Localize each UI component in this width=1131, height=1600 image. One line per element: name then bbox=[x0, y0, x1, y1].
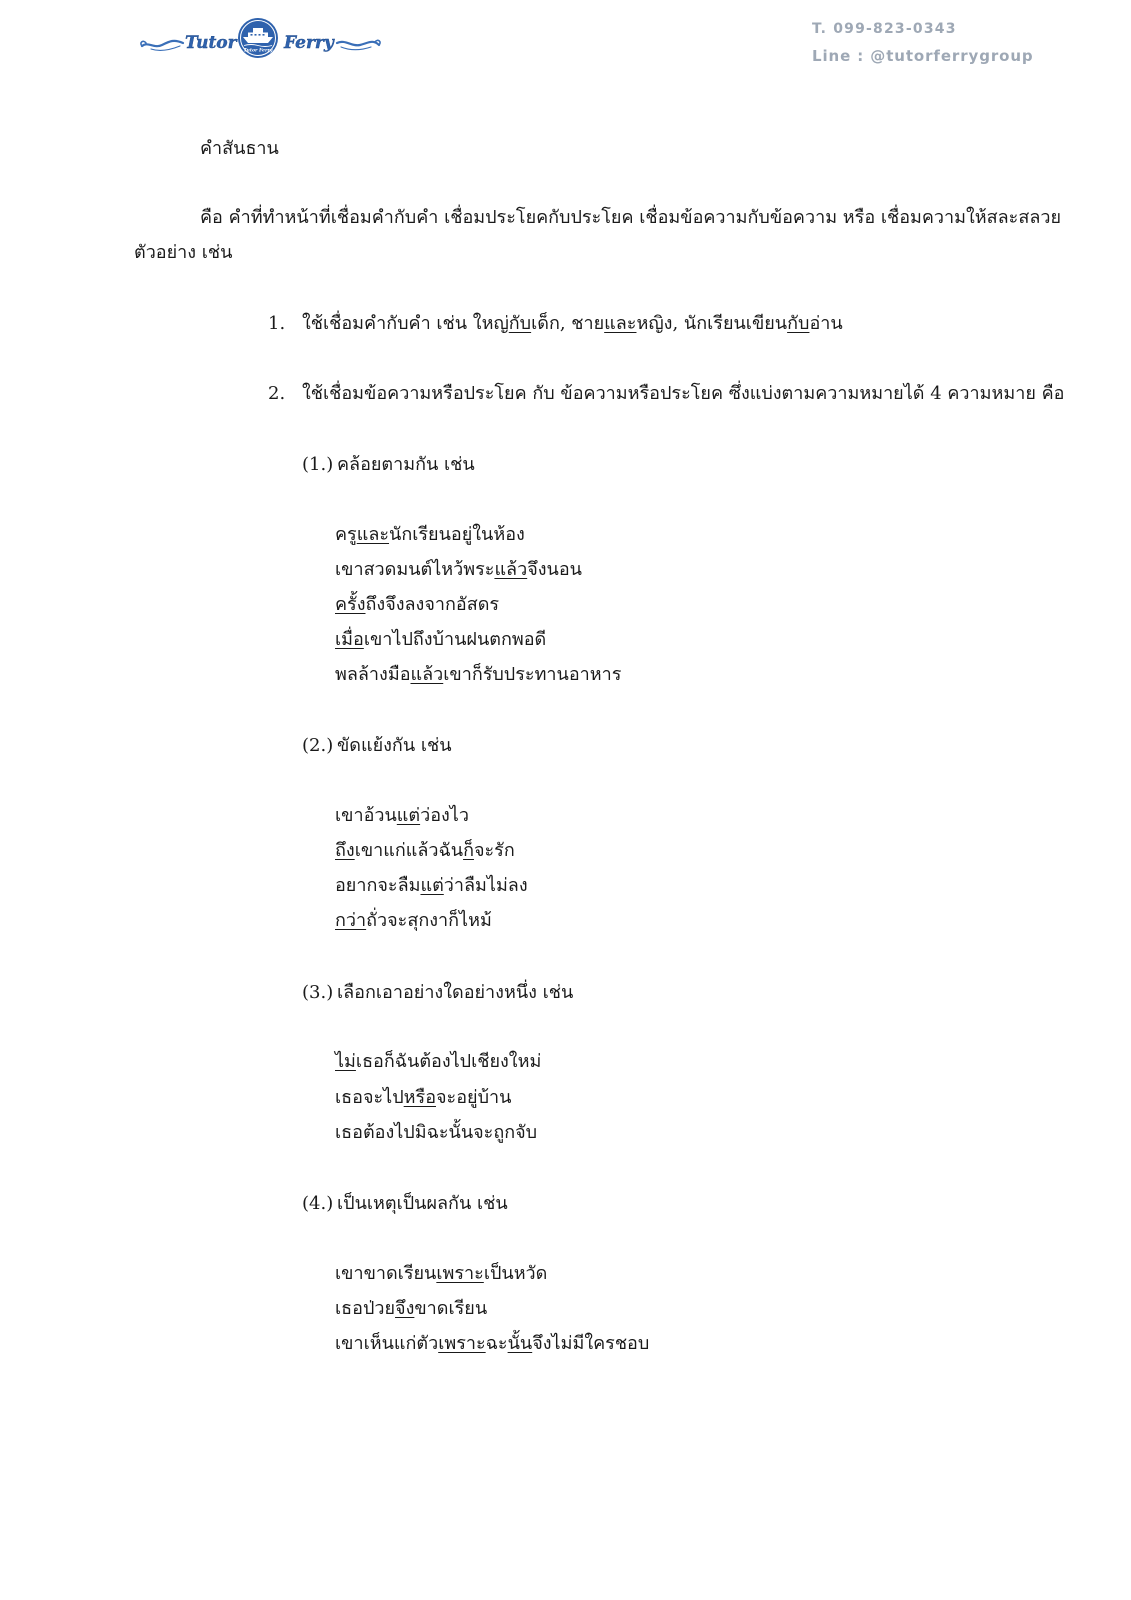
group-number: (2.) bbox=[302, 735, 334, 756]
group-label: เลือกเอาอย่างใดอย่างหนึ่ง เช่น bbox=[337, 982, 574, 1003]
logo-word-tutor: Tutor bbox=[185, 33, 237, 53]
item-text-2: ใช้เชื่อมข้อความหรือประโยค กับ ข้อความหรือประโยค ซึ่งแบ่งตามความหมายได้ 4 ความหมาย คือ bbox=[302, 383, 1065, 404]
group-label: เป็นเหตุเป็นผลกัน เช่น bbox=[337, 1193, 508, 1214]
conjunction-underlined: ครั้ง bbox=[335, 594, 366, 615]
example-text: ฉะ bbox=[485, 1333, 508, 1354]
example-line bbox=[335, 663, 621, 687]
group-number: (3.) bbox=[302, 982, 334, 1003]
conjunction-underlined: แต่ bbox=[396, 805, 421, 826]
example-text: เขาแก่แล้วฉัน bbox=[354, 840, 464, 861]
logo-word-ferry: Ferry bbox=[284, 33, 334, 53]
example-text: ว่าลืมไม่ลง bbox=[443, 875, 528, 896]
example-text: อยากจะลืม bbox=[335, 875, 421, 896]
example-text: เขาเห็นแก่ตัว bbox=[335, 1333, 439, 1354]
example-line bbox=[335, 593, 499, 617]
example-text: เป็นหวัด bbox=[483, 1263, 548, 1284]
conjunction-underlined: ก็ bbox=[463, 840, 474, 861]
item-text-segment: เด็ก, ชาย bbox=[531, 313, 605, 334]
example-text: ครู bbox=[335, 524, 357, 545]
example-line bbox=[335, 909, 492, 933]
ship-emblem-icon bbox=[238, 18, 278, 58]
example-line bbox=[335, 1086, 511, 1110]
example-line bbox=[335, 523, 525, 547]
left-swoosh-decoration bbox=[141, 41, 183, 51]
example-text: จึงนอน bbox=[527, 559, 582, 580]
item-number: 1. bbox=[268, 313, 286, 334]
example-line bbox=[335, 839, 515, 863]
group-number: (1.) bbox=[302, 454, 334, 475]
example-text: เธอก็ฉันต้องไปเชียงใหม่ bbox=[355, 1051, 542, 1072]
example-text: ถึงจึงลงจากอัสดร bbox=[365, 594, 500, 615]
definition-line-2: ตัวอย่าง เช่น bbox=[134, 242, 233, 263]
definition-line-1: คือ คำที่ทำหน้าที่เชื่อมคำกับคำ เชื่อมประโยคกับประโยค เชื่อมข้อความกับข้อความ หรือ เชื่อมความให้สละสลวย bbox=[200, 207, 1062, 228]
example-line bbox=[335, 1297, 487, 1321]
example-line bbox=[335, 1262, 547, 1286]
conjunction-underlined: เพราะ bbox=[438, 1333, 486, 1354]
example-text: เขาอ้วน bbox=[335, 805, 397, 826]
example-line bbox=[335, 1121, 537, 1145]
line-contact: Line : @tutorferrygroup bbox=[812, 47, 1034, 65]
group-label: คล้อยตามกัน เช่น bbox=[337, 454, 475, 475]
example-text: นักเรียนอยู่ในห้อง bbox=[389, 524, 525, 545]
conjunction-underlined: ไม่ bbox=[335, 1051, 356, 1072]
example-text: ขาดเรียน bbox=[414, 1298, 488, 1319]
example-text: เขาก็รับประทานอาหาร bbox=[443, 664, 622, 685]
emblem-caption: Tutor Ferry bbox=[243, 48, 273, 54]
conjunction-underlined: เพราะ bbox=[436, 1263, 484, 1284]
item-text-1 bbox=[302, 312, 843, 336]
example-text: จะอยู่บ้าน bbox=[436, 1087, 512, 1108]
example-text: ถั่วจะสุกงาก็ไหม้ bbox=[366, 910, 492, 931]
item-number: 2. bbox=[268, 383, 286, 404]
conjunction-underlined: หรือ bbox=[403, 1087, 436, 1108]
example-line bbox=[335, 628, 546, 652]
conjunction-underlined: แล้ว bbox=[494, 559, 528, 580]
phone-number: T. 099-823-0343 bbox=[812, 21, 957, 37]
item-text-segment: หญิง, นักเรียนเขียน bbox=[636, 313, 788, 334]
conjunction-underlined: กับ bbox=[508, 313, 532, 334]
example-line bbox=[335, 1050, 541, 1074]
section-title: คำสันธาน bbox=[200, 138, 279, 159]
conjunction-underlined: กว่า bbox=[335, 910, 367, 931]
conjunction-underlined: แล้ว bbox=[410, 664, 444, 685]
example-text: เธอจะไป bbox=[335, 1087, 404, 1108]
conjunction-underlined: ถึง bbox=[335, 840, 355, 861]
example-text: จะรัก bbox=[473, 840, 515, 861]
conjunction-underlined: แต่ bbox=[420, 875, 444, 896]
group-label: ขัดแย้งกัน เช่น bbox=[337, 735, 452, 756]
right-swoosh-decoration bbox=[337, 40, 380, 49]
example-text: เธอป่วย bbox=[335, 1298, 396, 1319]
item-text-segment: อ่าน bbox=[809, 313, 843, 334]
group-number: (4.) bbox=[302, 1193, 334, 1214]
example-text: พลล้างมือ bbox=[335, 664, 411, 685]
conjunction-underlined: และ bbox=[604, 313, 637, 334]
example-line bbox=[335, 1332, 649, 1356]
conjunction-underlined: กับ bbox=[787, 313, 810, 334]
example-line bbox=[335, 874, 528, 898]
conjunction-underlined: นั้น bbox=[507, 1333, 533, 1354]
example-text: เธอต้องไปมิฉะนั้นจะถูกจับ bbox=[335, 1122, 538, 1143]
tutor-ferry-logo bbox=[138, 18, 383, 64]
example-text: เขาสวดมนต์ไหว้พระ bbox=[335, 559, 495, 580]
example-line bbox=[335, 804, 469, 828]
item-text-segment: ใช้เชื่อมคำกับคำ เช่น ใหญ่ bbox=[302, 313, 509, 334]
example-text: เขาไปถึงบ้านฝนตกพอดี bbox=[363, 629, 547, 650]
conjunction-underlined: เมื่อ bbox=[335, 629, 364, 650]
conjunction-underlined: จึง bbox=[395, 1298, 415, 1319]
example-text: จึงไม่มีใครชอบ bbox=[532, 1333, 650, 1354]
example-line bbox=[335, 558, 582, 582]
example-text: เขาขาดเรียน bbox=[335, 1263, 437, 1284]
conjunction-underlined: และ bbox=[356, 524, 390, 545]
example-text: ว่องไว bbox=[420, 805, 469, 826]
